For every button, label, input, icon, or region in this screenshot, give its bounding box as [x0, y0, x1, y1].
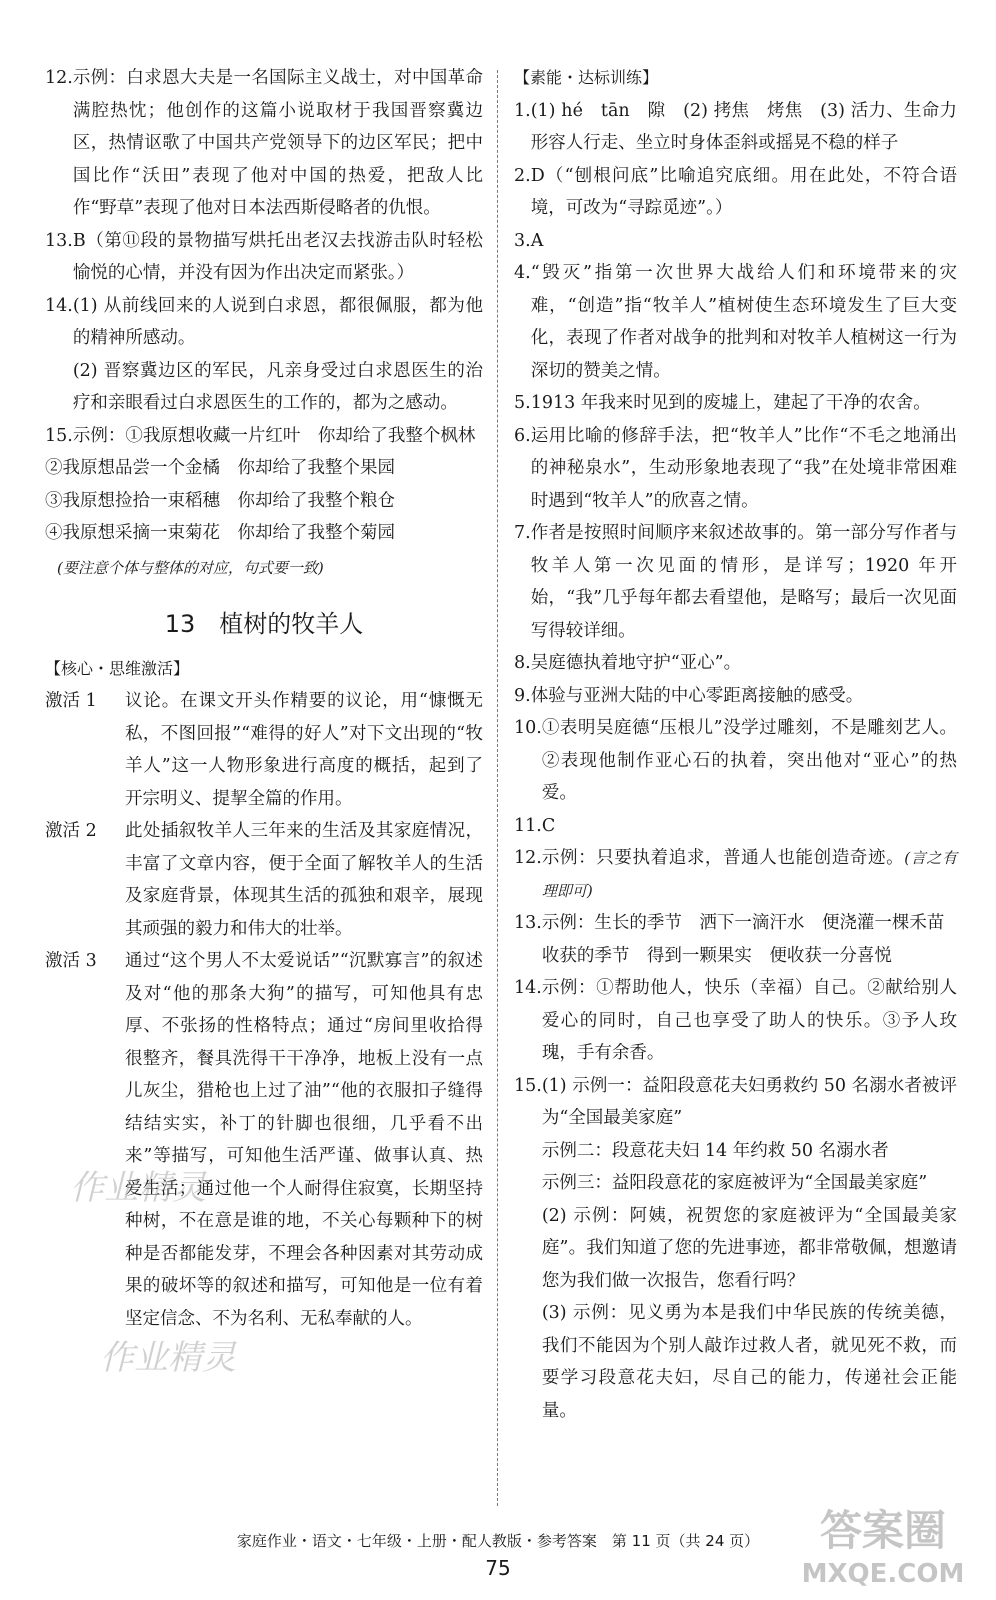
answer-number: 1. [514, 100, 531, 121]
answer-number: 4. [514, 263, 531, 283]
answer-14 [45, 290, 483, 420]
activation-label: 激活 3 [45, 951, 97, 971]
activation-text: 议论。在课文开头作精要的议论，用“慷慨无私，不图回报”“难得的好人”对下文出现的“牧羊人”这一人物形象进行高度的概括，起到了开宗明义、提挈全篇的作用。 [125, 691, 483, 809]
answer-9 [514, 680, 957, 713]
answer-4 [514, 257, 957, 387]
answer-10 [514, 712, 957, 810]
answer-part: (1) 示例一：益阳段意花夫妇勇救约 50 名溺水者被评为“全国最美家庭” [541, 1075, 957, 1128]
answer-text: D（“刨根问底”比喻追究底细。用在此处，不符合语境，可改为“寻踪觅迹”。） [530, 165, 957, 218]
answer-note: (言之有理即可) [541, 849, 957, 900]
activation-label: 激活 2 [45, 821, 97, 841]
answer-part: (3) 示例：见义勇为本是我们中华民族的传统美德，我们不能因为个别人敲诈过救人者，就见死不救，而要学习段意花夫妇，尽自己的能力，传递社会正能量。 [541, 1303, 957, 1421]
answer-3 [514, 225, 957, 258]
answer-number: 13. [514, 913, 542, 933]
activation-label: 激活 1 [45, 691, 97, 711]
section-heading: 【核心・思维激活】 [45, 658, 190, 678]
answer-line: ④我原想采摘一束菊花 你却给了我整个菊园 [45, 523, 395, 543]
activation-2 [45, 815, 483, 945]
answer-line: 示例：①我原想收藏一片红叶 你却给了我整个枫林 [72, 425, 476, 446]
watermark-logo-url: MXQE.COM [801, 1559, 965, 1589]
answer-text: 1913 年我来时见到的废墟上，建起了干净的农舍。 [530, 393, 931, 413]
answer-number: 14. [45, 295, 73, 316]
answer-15 [45, 420, 483, 453]
right-column [514, 62, 975, 1427]
answer-text: 示例：只要执着追求，普通人也能创造奇迹。 [541, 848, 905, 868]
left-column [45, 62, 483, 1335]
page-number: 75 [485, 1556, 511, 1580]
lesson-title: 13 植树的牧羊人 [164, 610, 364, 638]
answer-1 [514, 95, 975, 160]
answer-line: 示例：生长的季节 洒下一滴汗水 便浇灌一棵禾苗 [541, 913, 945, 933]
watermark-logo-text: 答案圈 [819, 1506, 947, 1555]
answer-text: 示例：白求恩大夫是一名国际主义战士，对中国革命满腔热忱；他创作的这篇小说取材于我国晋察冀边区，热情讴歌了中国共产党领导下的边区军民；把中国比作“沃田”表现了他对中国的热爱，把敌人比作“野草”表现了他对日本法西斯侵略者的仇恨。 [72, 68, 483, 218]
activation-text: 此处插叙牧羊人三年来的生活及其家庭情况，丰富了文章内容，便于全面了解牧羊人的生活及家庭背景，体现其生活的孤独和艰辛，展现其顽强的毅力和伟大的壮举。 [125, 821, 483, 939]
answer-number: 7. [514, 523, 531, 543]
answer-text: B（第⑪段的景物描写烘托出老汉去找游击队时轻松愉悦的心情，并没有因为作出决定而紧张。） [72, 230, 483, 283]
answer-5 [514, 387, 957, 420]
answer-text: 示例：①帮助他人，快乐（幸福）自己。②献给别人爱心的同时，自己也享受了助人的快乐。③予人玫瑰，手有余香。 [541, 978, 957, 1063]
answer-text: (1) hé tān 隙 (2) 拷焦 烤焦 (3) 活力、生命力 形容人行走、坐立时身体歪斜或摇晃不稳的样子 [530, 100, 975, 153]
answer-text: 作者是按照时间顺序来叙述故事的。第一部分写作者与牧羊人第一次见面的情形，是详写；1920 年开始，“我”几乎每年都去看望他，是略写；最后一次见面写得较详细。 [530, 523, 957, 641]
answer-part: 示例二：段意花夫妇 14 年约救 50 名溺水者 [541, 1140, 889, 1161]
column-divider [497, 70, 498, 1506]
answer-14 [514, 972, 957, 1070]
answer-7 [514, 517, 957, 647]
answer-number: 9. [514, 685, 531, 706]
watermark-text: 作业精灵 [100, 1338, 236, 1378]
answer-15 [514, 1070, 957, 1428]
answer-number: 12. [514, 848, 542, 868]
activation-3 [45, 945, 483, 1335]
answer-text: 体验与亚洲大陆的中心零距离接触的感受。 [530, 685, 864, 706]
answer-number: 15. [514, 1075, 542, 1096]
answer-note: (要注意个体与整体的对应，句式要一致) [57, 558, 324, 577]
answer-text: C [541, 815, 556, 836]
answer-number: 14. [514, 978, 542, 998]
section-heading: 【素能・达标训练】 [514, 68, 659, 87]
answer-number: 10. [514, 718, 542, 738]
answer-part: (2) 示例：阿姨，祝贺您的家庭被评为“全国最美家庭”。我们知道了您的先进事迹，都非常敬佩，想邀请您为我们做一次报告，您看行吗？ [541, 1205, 957, 1291]
answer-text: 运用比喻的修辞手法，把“牧羊人”比作“不毛之地涌出的神秘泉水”，生动形象地表现了“我”在处境非常困难时遇到“牧羊人”的欣喜之情。 [530, 425, 957, 511]
answer-text: “毁灭”指第一次世界大战给人们和环境带来的灾难，“创造”指“牧羊人”植树使生态环境发生了巨大变化，表现了作者对战争的批判和对牧羊人植树这一行为深切的赞美之情。 [530, 263, 957, 381]
answer-13 [514, 907, 957, 972]
answer-number: 13. [45, 230, 73, 251]
answer-2 [514, 160, 957, 225]
answer-number: 12. [45, 68, 73, 88]
activation-1 [45, 685, 483, 815]
answer-line: ②我原想品尝一个金橘 你却给了我整个果园 [45, 458, 395, 478]
answer-number: 2. [514, 165, 531, 186]
answer-number: 8. [514, 653, 531, 673]
answer-number: 15. [45, 425, 73, 446]
answer-part: 示例三：益阳段意花的家庭被评为“全国最美家庭” [541, 1173, 928, 1193]
watermark-text: 作业精灵 [70, 1168, 206, 1208]
answer-line: 收获的季节 得到一颗果实 便收获一分喜悦 [541, 945, 892, 966]
page-footer: 家庭作业・语文・七年级・上册・配人教版・参考答案 第 11 页（共 24 页） [236, 1532, 760, 1550]
answer-number: 5. [514, 393, 531, 413]
answer-number: 11. [514, 815, 542, 836]
answer-12 [45, 62, 483, 225]
answer-11 [514, 810, 957, 843]
answer-text: A [530, 230, 544, 251]
answer-13 [45, 225, 483, 290]
answer-line: ③我原想捡拾一束稻穗 你却给了我整个粮仓 [45, 490, 395, 511]
answer-number: 6. [514, 425, 531, 446]
activation-text: 通过“这个男人不太爱说话”“沉默寡言”的叙述及对“他的那条大狗”的描写，可知他具有忠厚、不张扬的性格特点；通过“房间里收拾得很整齐，餐具洗得干干净净，地板上没有一点儿灰尘，猎枪也上过了油”“他的衣服扣子缝得结结实实，补丁的针脚也很细，几乎看不出来”等描写，可知他生活严谨、做事认真、热爱生活；通过他一个人耐得住寂寞，长期坚持种树，不在意是谁的地，不关心每颗种下的树种是否都能发芽，不理会各种因素对其劳动成果的破坏等的叙述和描写，可知他是一位有着坚定信念、不为名利、无私奉献的人。 [125, 951, 483, 1329]
answer-12 [514, 842, 957, 907]
answer-number: 3. [514, 230, 531, 251]
answer-8 [514, 647, 957, 680]
answer-text: 吴庭德执着地守护“亚心”。 [530, 653, 742, 673]
answer-6 [514, 420, 957, 518]
answer-text: ①表明吴庭德“压根儿”没学过雕刻，不是雕刻艺人。②表现他制作亚心石的执着，突出他对“亚心”的热爱。 [541, 718, 957, 803]
answer-part: (2) 晋察冀边区的军民，凡亲身受过白求恩医生的治疗和亲眼看过白求恩医生的工作的，都为之感动。 [72, 360, 483, 413]
answer-part: (1) 从前线回来的人说到白求恩，都很佩服，都为他的精神所感动。 [72, 295, 483, 348]
